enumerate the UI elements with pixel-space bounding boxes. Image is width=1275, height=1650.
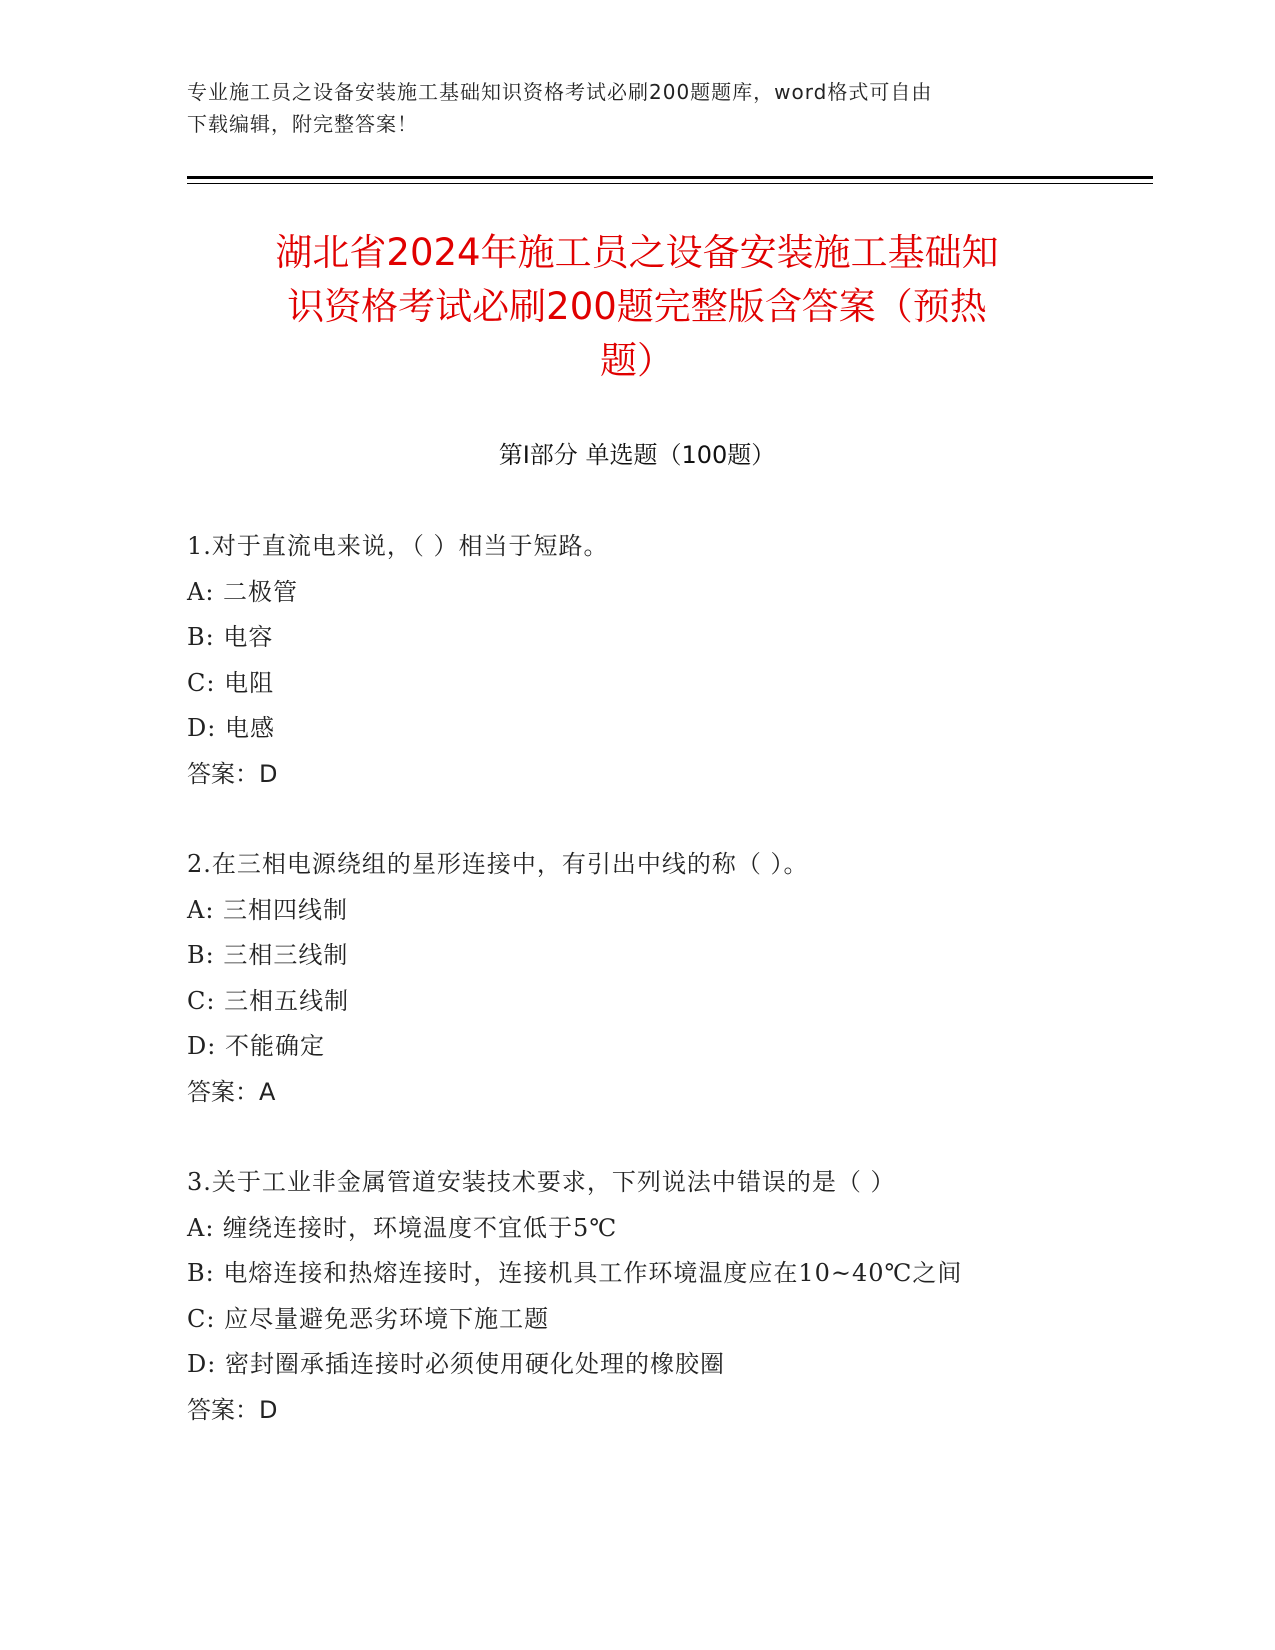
document-title-line-2: 识资格考试必刷200题完整版含答案（预热 <box>287 285 987 328</box>
question-2 <box>187 842 1147 1115</box>
header-rule-thick <box>187 176 1153 179</box>
question-3 <box>187 1160 1147 1433</box>
option-d: D: 不能确定 <box>187 1032 325 1060</box>
document-title <box>187 226 1087 388</box>
section-heading: 第Ⅰ部分 单选题（100题） <box>498 441 776 469</box>
header-note <box>187 76 1087 140</box>
option-b: B: 电容 <box>187 623 274 651</box>
document-title-line-1: 湖北省2024年施工员之设备安装施工基础知 <box>275 231 999 274</box>
option-b: B: 电熔连接和热熔连接时，连接机具工作环境温度应在10~40℃之间 <box>187 1259 963 1287</box>
header-note-line-1: 专业施工员之设备安装施工基础知识资格考试必刷200题题库，word格式可自由 <box>187 80 933 104</box>
question-stem: 2.在三相电源绕组的星形连接中，有引出中线的称（ ）。 <box>187 850 809 878</box>
answer: 答案：D <box>187 1395 278 1424</box>
document-title-line-3: 题） <box>600 339 674 382</box>
option-a: A: 缠绕连接时，环境温度不宜低于5℃ <box>187 1213 618 1242</box>
header-note-line-2: 下载编辑，附完整答案！ <box>187 112 418 136</box>
option-c: C: 电阻 <box>187 668 275 697</box>
option-d: D: 电感 <box>187 714 275 742</box>
option-d: D: 密封圈承插连接时必须使用硬化处理的橡胶圈 <box>187 1350 725 1378</box>
answer: 答案：A <box>187 1077 276 1106</box>
question-stem: 1.对于直流电来说，（ ）相当于短路。 <box>187 532 609 560</box>
question-stem: 3.关于工业非金属管道安装技术要求，下列说法中错误的是（ ） <box>187 1168 896 1196</box>
option-a: A: 三相四线制 <box>187 895 349 924</box>
option-c: C: 三相五线制 <box>187 986 350 1015</box>
option-a: A: 二极管 <box>187 577 299 606</box>
answer: 答案：D <box>187 759 278 788</box>
option-c: C: 应尽量避免恶劣环境下施工题 <box>187 1304 550 1333</box>
option-b: B: 三相三线制 <box>187 941 349 969</box>
header-rule-thin <box>187 183 1153 184</box>
question-1 <box>187 524 1147 797</box>
